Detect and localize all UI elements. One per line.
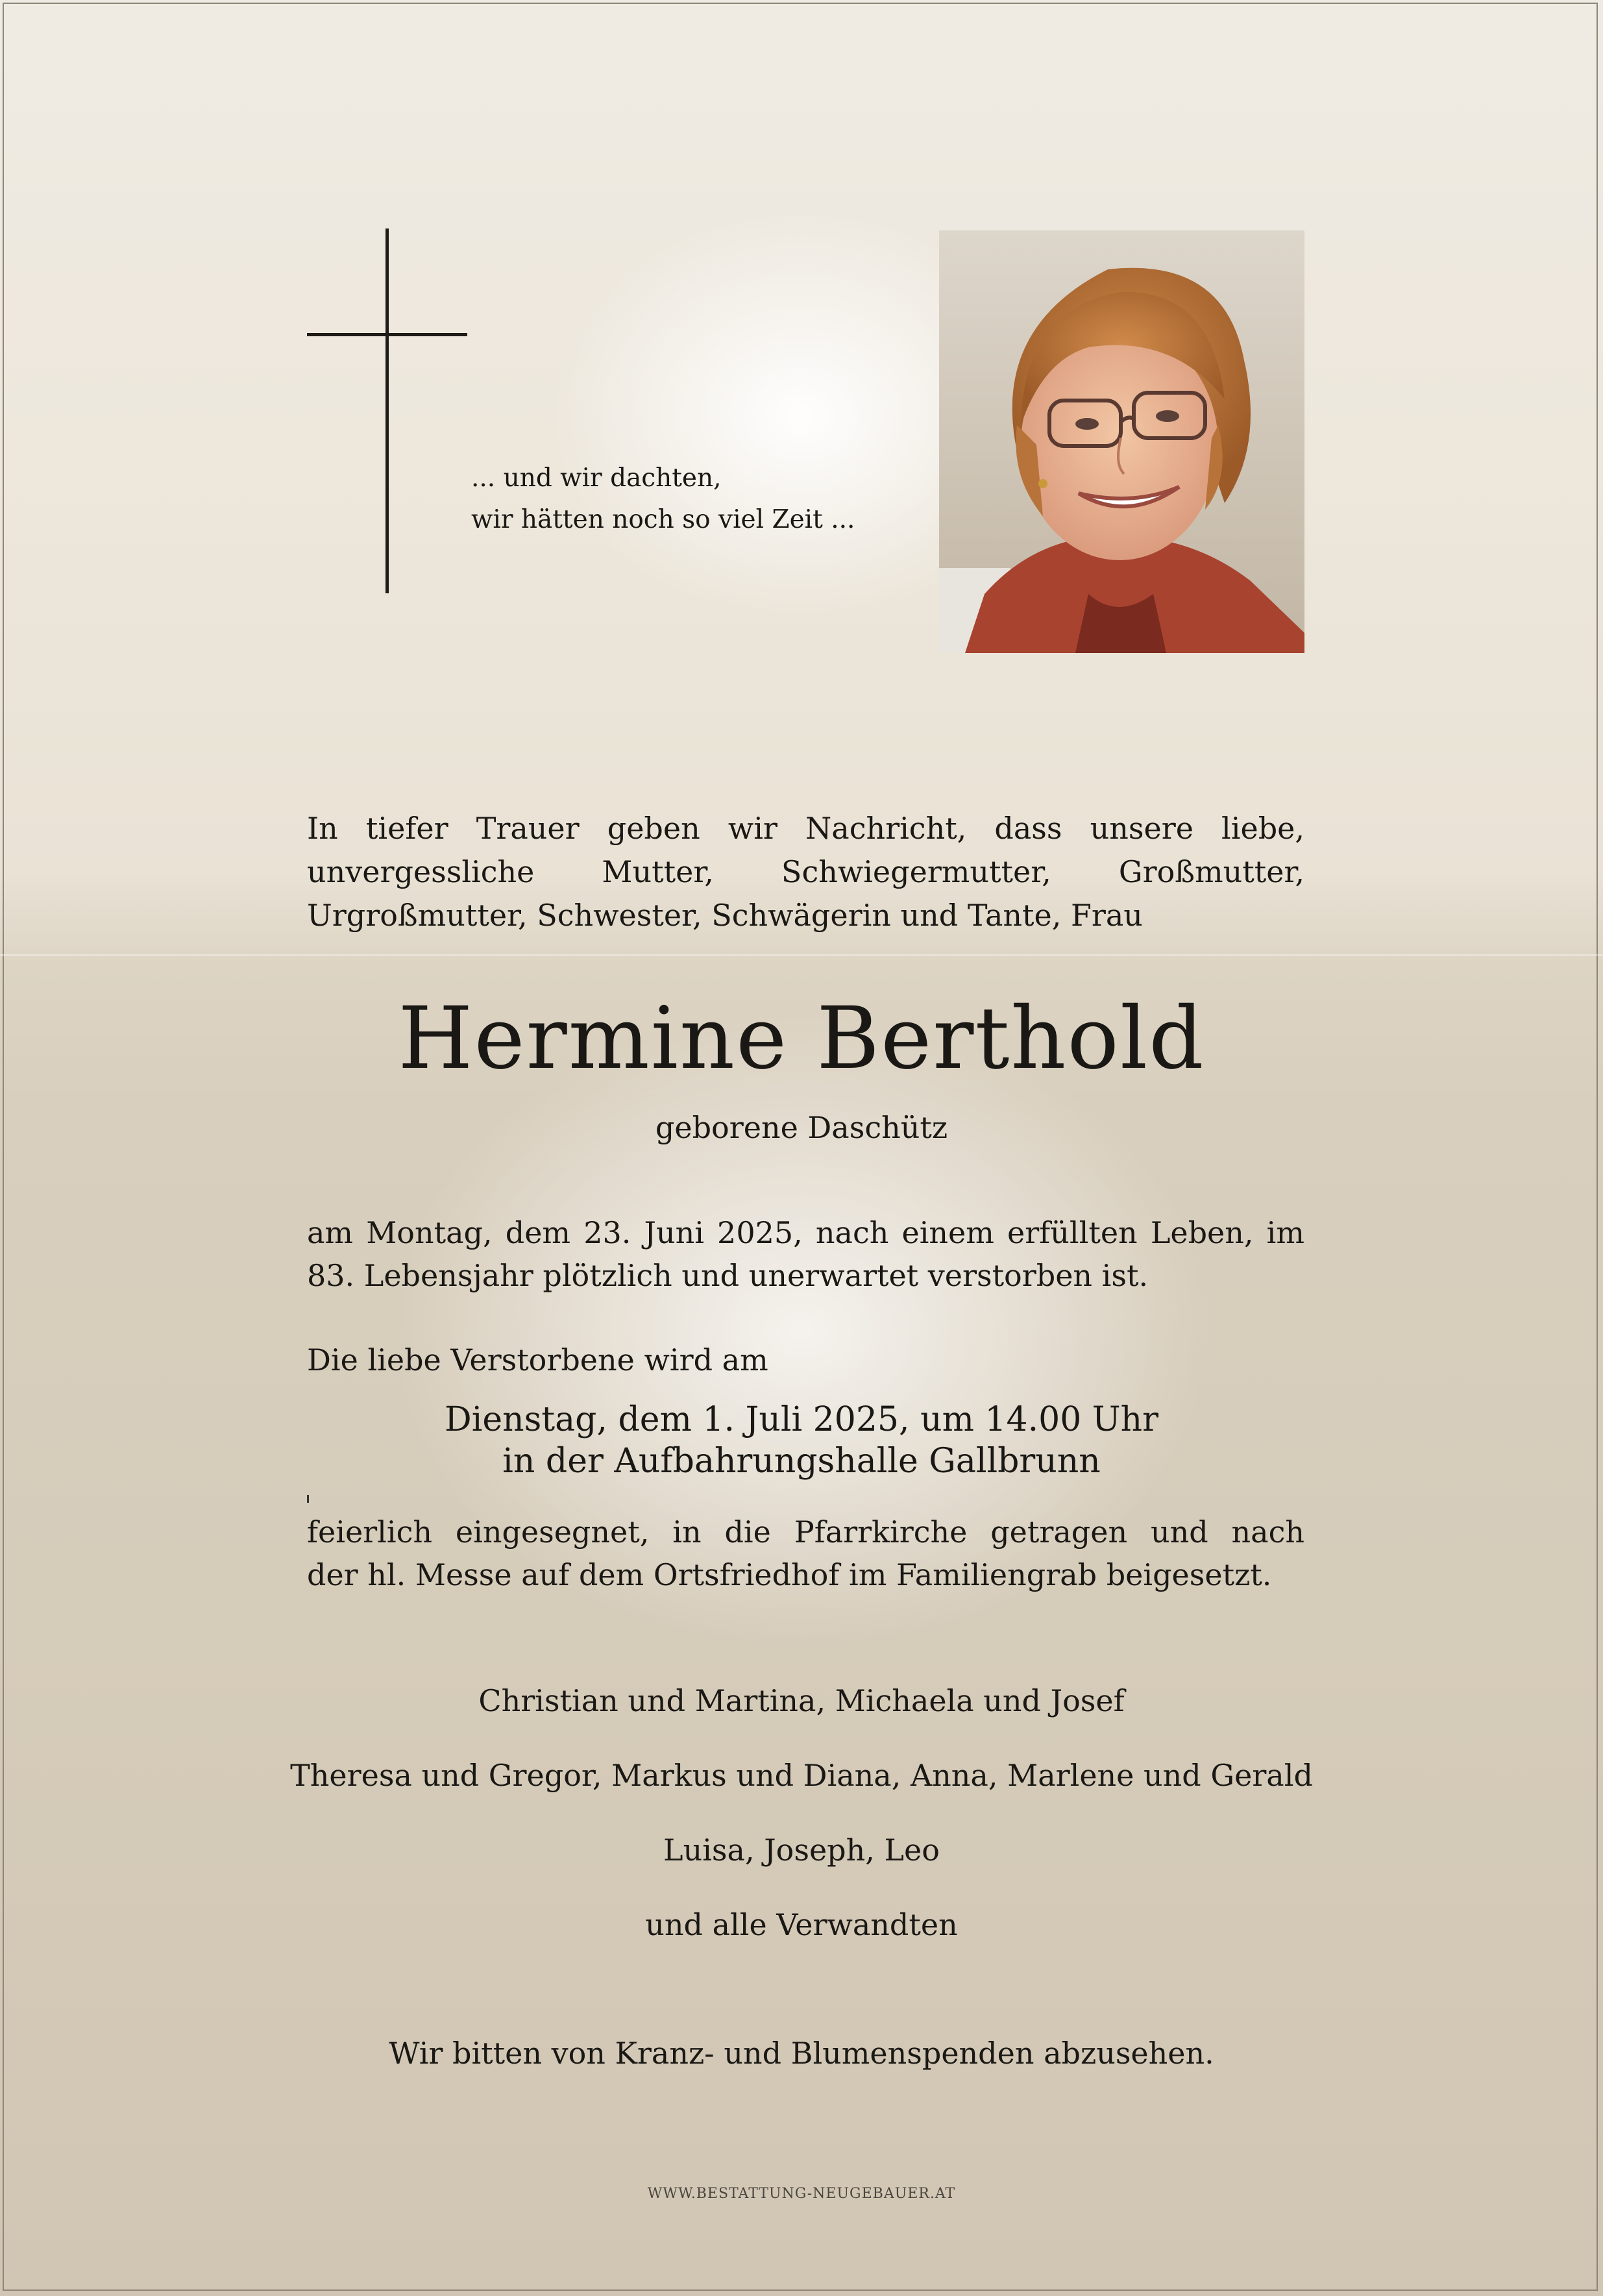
quote-line: wir hätten noch so viel Zeit ... (471, 505, 855, 534)
death-line: am Montag, dem 23. Juni 2025, nach einem erfüllten Leben, im (307, 1215, 1304, 1250)
quote (471, 458, 855, 541)
intro-line: In tiefer Trauer geben wir Nachricht, dass unsere liebe, (307, 811, 1304, 846)
death-notice (307, 1211, 1304, 1297)
mourners-list (0, 1679, 1603, 1978)
burial-notice (307, 1511, 1304, 1596)
burial-line: der hl. Messe auf dem Ortsfriedhof im Familiengrab beigesetzt. (307, 1557, 1272, 1592)
birth-name: geborene Daschütz (655, 1110, 948, 1145)
quote-line: ... und wir dachten, (471, 463, 722, 493)
death-line: 83. Lebensjahr plötzlich und unerwartet verstorben ist. (307, 1258, 1149, 1293)
intro-text (307, 807, 1304, 937)
flowers-request: Wir bitten von Kranz- und Blumenspenden abzusehen. (389, 2036, 1214, 2071)
ceremony-details (0, 1399, 1603, 1482)
mourners-line: Luisa, Joseph, Leo (663, 1833, 940, 1868)
cross-icon (385, 228, 389, 593)
ceremony-place: in der Aufbahrungshalle Gallbrunn (502, 1442, 1101, 1481)
mourners-line: Christian und Martina, Michaela und Josef (478, 1683, 1125, 1718)
portrait-photo (939, 230, 1304, 653)
small-mark (307, 1495, 309, 1503)
intro-line: Urgroßmutter, Schwester, Schwägerin und Tante, Frau (307, 898, 1143, 933)
burial-line: feierlich eingesegnet, in die Pfarrkirche getragen und nach (307, 1514, 1304, 1549)
ceremony-date: Dienstag, dem 1. Juli 2025, um 14.00 Uhr (445, 1400, 1158, 1439)
ceremony-intro: Die liebe Verstorbene wird am (307, 1342, 768, 1377)
deceased-name: Hermine Berthold (398, 989, 1205, 1089)
cross-icon-bar (307, 333, 467, 336)
intro-line: unvergessliche Mutter, Schwiegermutter, Großmutter, (307, 854, 1304, 889)
website-footer: WWW.BESTATTUNG-NEUGEBAUER.AT (647, 2186, 956, 2202)
mourners-line: Theresa und Gregor, Markus und Diana, Anna, Marlene und Gerald (290, 1758, 1313, 1793)
mourners-line: und alle Verwandten (645, 1907, 958, 1942)
portrait-illustration (939, 230, 1304, 653)
